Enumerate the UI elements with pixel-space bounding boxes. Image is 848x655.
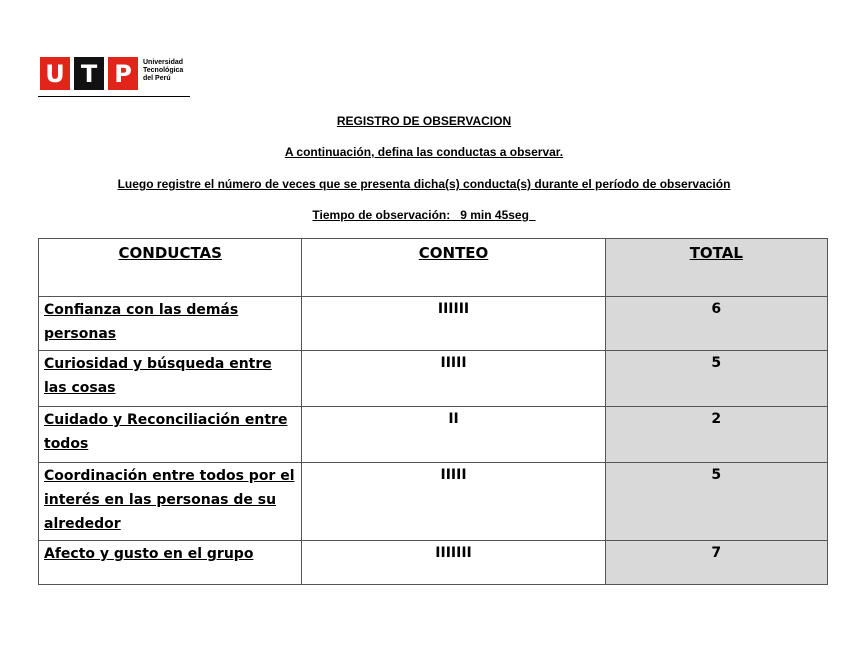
cell-total: 5 xyxy=(605,351,827,407)
cell-conteo: IIIIIII xyxy=(302,541,605,585)
cell-total: 7 xyxy=(605,541,827,585)
table-row xyxy=(39,351,828,407)
instruction-line-2: Luego registre el número de veces que se presenta dicha(s) conducta(s) durante el período de observación xyxy=(117,177,731,191)
table-row xyxy=(39,407,828,463)
table-header-row xyxy=(39,239,828,297)
logo-text-line: Universidad xyxy=(143,59,184,66)
logo-letter-u: U xyxy=(40,57,70,90)
cell-conducta: Afecto y gusto en el grupo xyxy=(39,541,302,585)
table-row xyxy=(39,463,828,541)
observation-time: Tiempo de observación: 9 min 45seg xyxy=(312,208,536,222)
cell-conteo: IIIII xyxy=(302,463,605,541)
cell-conducta: Cuidado y Reconciliación entre todos xyxy=(39,407,302,463)
cell-conteo: IIIIII xyxy=(302,297,605,351)
logo-text-line: del Perú xyxy=(143,75,171,82)
logo-text xyxy=(143,59,183,83)
utp-logo xyxy=(38,55,190,97)
cell-total: 6 xyxy=(605,297,827,351)
observation-table xyxy=(38,238,828,585)
cell-conteo: IIIII xyxy=(302,351,605,407)
cell-conducta: Curiosidad y búsqueda entre las cosas xyxy=(39,351,302,407)
logo-letter-p: P xyxy=(108,57,138,90)
table-row xyxy=(39,297,828,351)
instruction-line-1: A continuación, defina las conductas a observar. xyxy=(284,145,564,159)
document-title: REGISTRO DE OBSERVACION xyxy=(336,114,512,128)
cell-total: 2 xyxy=(605,407,827,463)
cell-total: 5 xyxy=(605,463,827,541)
header-conductas: CONDUCTAS xyxy=(39,239,302,297)
cell-conteo: II xyxy=(302,407,605,463)
table-row xyxy=(39,541,828,585)
header-conteo: CONTEO xyxy=(302,239,605,297)
logo-letter-t: T xyxy=(74,57,104,90)
cell-conducta: Coordinación entre todos por el interés en las personas de su alrededor xyxy=(39,463,302,541)
header-total: TOTAL xyxy=(605,239,827,297)
cell-conducta: Confianza con las demás personas xyxy=(39,297,302,351)
logo-text-line: Tecnológica xyxy=(143,67,184,74)
